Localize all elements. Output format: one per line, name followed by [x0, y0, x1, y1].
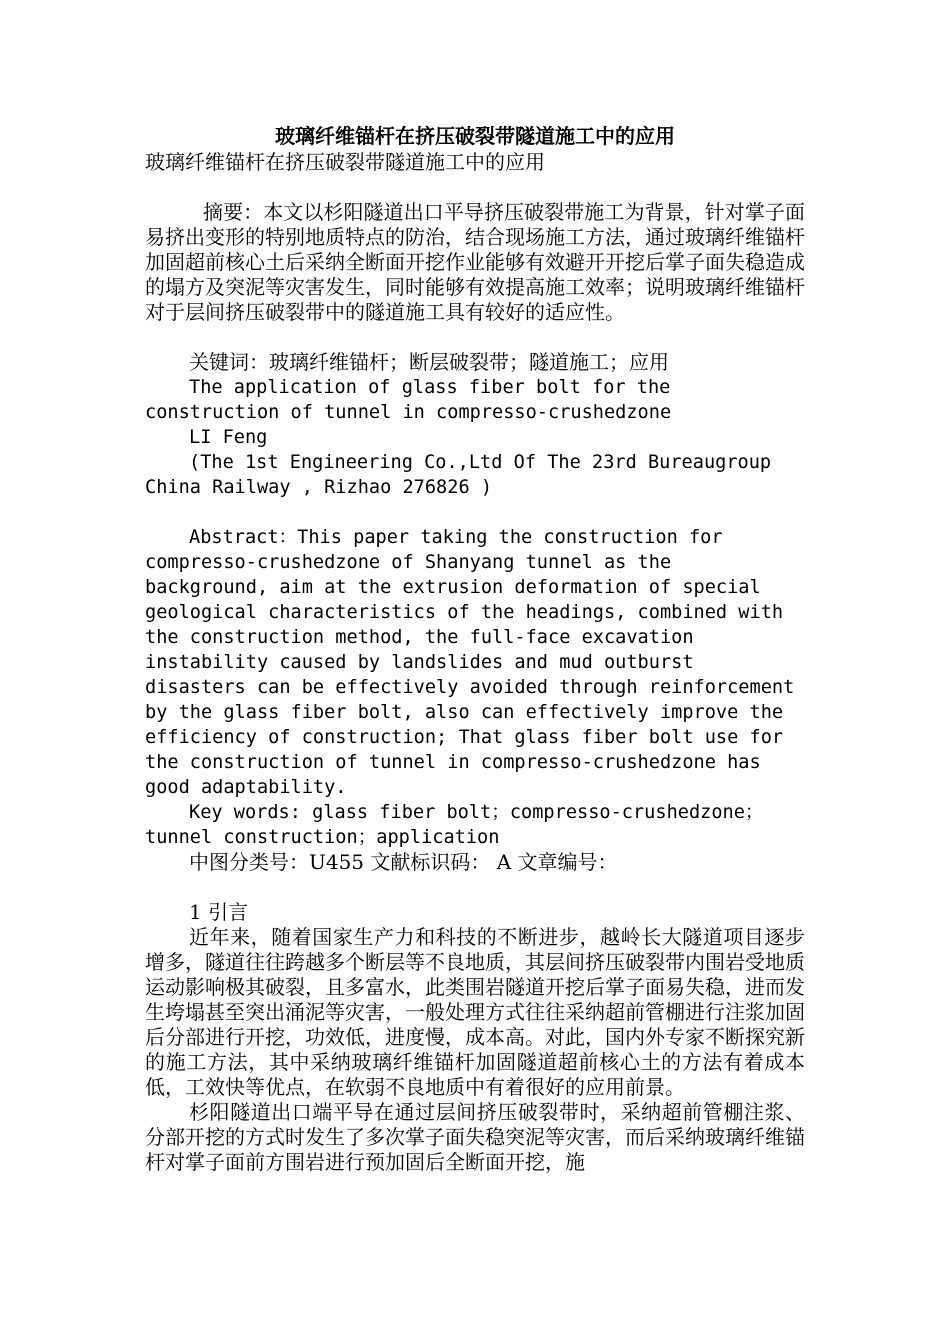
author: LI Feng: [189, 427, 268, 448]
paragraph: 近年来，随着国家生产力和科技的不断进步，越岭长大隧道项目逐步增多，隧道往往跨越多个断层等不良地质，其层间挤压破裂带内围岩受地质运动影响极其破裂，且多富水，此类围岩隧道开挖后掌子面易失稳，进而发生垮塌甚至突出涌泥等灾害，一般处理方式往往采纳超前管棚进行注浆加固后分部进行开挖，功效低，进度慢，成本高。对此，国内外专家不断探究新的施工方法，其中采纳玻璃纤维锚杆加固隧道超前核心土的方法有着成本低，工效快等优点，在软弱不良地质中有着很好的应用前景。: [145, 925, 805, 1099]
document-page: [145, 122, 805, 1175]
spacer: [145, 325, 805, 350]
classification: 中图分类号：U455 文献标识码： A 文章编号：: [189, 850, 618, 874]
paragraph: 杉阳隧道出口端平导在通过层间挤压破裂带时，采纳超前管棚注浆、分部开挖的方式时发生了多次掌子面失稳突泥等灾害，而后采纳玻璃纤维锚杆对掌子面前方围岩进行预加固后全断面开挖，施: [145, 1100, 805, 1174]
document-subtitle: 玻璃纤维锚杆在挤压破裂带隧道施工中的应用: [145, 150, 545, 174]
title-en: The application of glass fiber bolt for the construction of tunnel in compresso-crushedzone: [145, 377, 682, 423]
affiliation: (The 1st Engineering Co.,Ltd Of The 23rd Bureaugroup China Railway , Rizhao 276826 ): [145, 452, 783, 498]
document-title: 玻璃纤维锚杆在挤压破裂带隧道施工中的应用: [275, 124, 675, 148]
abstract-en: Abstract：This paper taking the construction for compresso-crushedzone of Shanyang tunnel as the background, aim at the extrusion deformation of special geological characteristics of the headings, combined with the construction method, the full-face excavation instability caused by landslides and mud outburst disasters can be effectively avoided through reinforcement by the glass fiber bolt, also can effectively improve the efficiency of construction; That glass fiber bolt use for the construction of tunnel in compresso-crushedzone has good adaptability.: [145, 527, 806, 798]
keywords-cn: 关键词：玻璃纤维锚杆；断层破裂带；隧道施工；应用: [189, 350, 669, 374]
abstract-cn: 摘要：本文以杉阳隧道出口平导挤压破裂带施工为背景，针对掌子面易挤出变形的特别地质特点的防治，结合现场施工方法，通过玻璃纤维锚杆加固超前核心土后采纳全断面开挖作业能够有效避开开挖后掌子面失稳造成的塌方及突泥等灾害发生，同时能够有效提高施工效率；说明玻璃纤维锚杆对于层间挤压破裂带中的隧道施工具有较好的适应性。: [145, 200, 805, 324]
spacer: [145, 875, 805, 900]
section-heading: 1 引言: [189, 900, 249, 924]
keywords-en: Key words: glass fiber bolt；compresso-crushedzone；tunnel construction；application: [145, 802, 764, 848]
spacer: [145, 500, 805, 525]
